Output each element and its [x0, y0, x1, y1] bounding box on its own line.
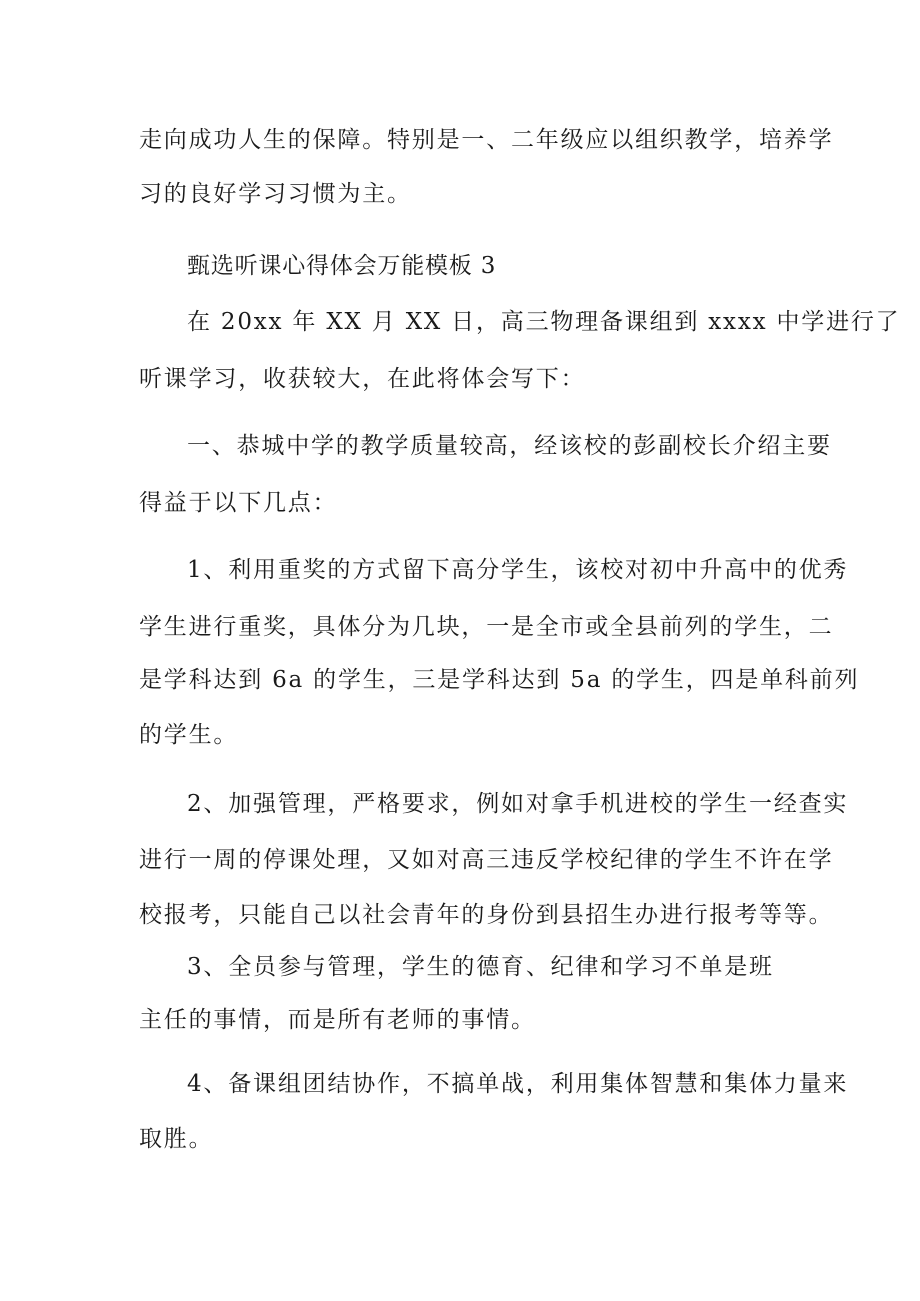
- paragraph-3-line-2: 得益于以下几点：: [139, 490, 338, 516]
- paragraph-4-line-3: 是学科达到 6a 的学生，三是学科达到 5a 的学生，四是单科前列: [139, 667, 860, 693]
- paragraph-6-line-2: 主任的事情，而是所有老师的事情。: [139, 1007, 536, 1033]
- paragraph-7-line-1: 4、备课组团结协作，不搞单战，利用集体智慧和集体力量来: [187, 1071, 849, 1097]
- paragraph-1-line-1: 走向成功人生的保障。特别是一、二年级应以组织教学，培养学: [139, 127, 834, 153]
- paragraph-5-line-2: 进行一周的停课处理，又如对高三违反学校纪律的学生不许在学: [139, 847, 834, 873]
- paragraph-2-line-2: 听课学习，收获较大，在此将体会写下：: [139, 366, 586, 392]
- paragraph-1-line-2: 习的良好学习习惯为主。: [139, 181, 412, 207]
- paragraph-5-line-3: 校报考，只能自己以社会青年的身份到县招生办进行报考等等。: [139, 902, 834, 928]
- paragraph-4-line-2: 学生进行重奖，具体分为几块，一是全市或全县前列的学生，二: [139, 614, 834, 640]
- paragraph-4-line-4: 的学生。: [139, 722, 239, 748]
- paragraph-7-line-2: 取胜。: [139, 1126, 214, 1152]
- paragraph-3-line-1: 一、恭城中学的教学质量较高，经该校的彭副校长介绍主要: [187, 433, 832, 459]
- paragraph-6-line-1: 3、全员参与管理，学生的德育、纪律和学习不单是班: [187, 954, 774, 980]
- paragraph-2-line-1: 在 20xx 年 XX 月 XX 日，高三物理备课组到 xxxx 中学进行了: [187, 309, 901, 335]
- paragraph-5-line-1: 2、加强管理，严格要求，例如对拿手机进校的学生一经查实: [187, 791, 849, 817]
- section-heading: 甄选听课心得体会万能模板 3: [187, 253, 497, 279]
- paragraph-4-line-1: 1、利用重奖的方式留下高分学生，该校对初中升高中的优秀: [187, 557, 849, 583]
